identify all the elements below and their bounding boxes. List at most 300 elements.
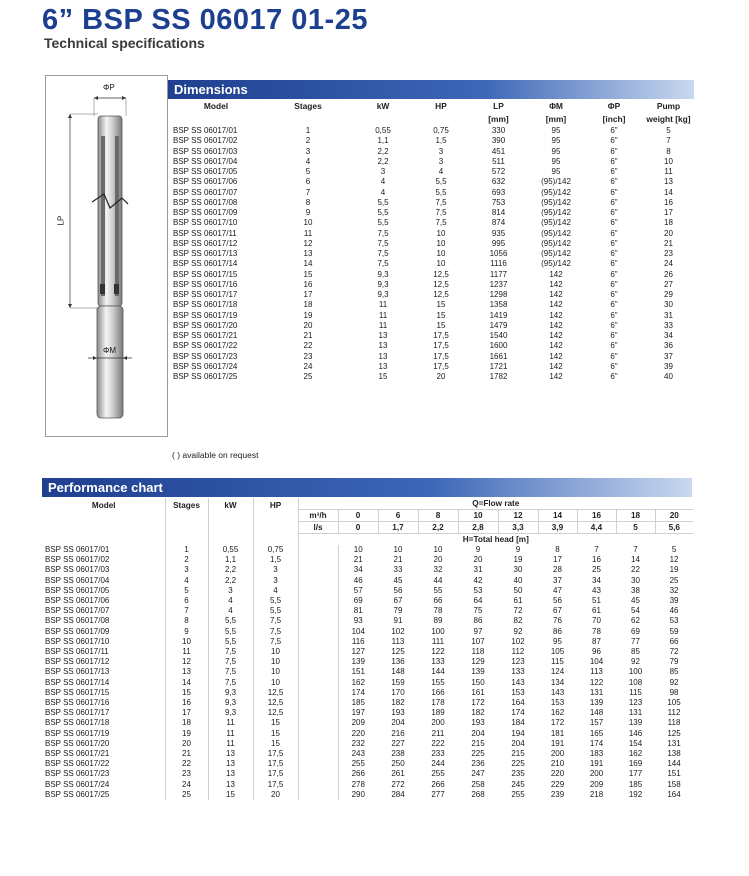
head-value-cell: 183 <box>589 749 604 759</box>
table-row <box>43 749 693 759</box>
table-row <box>43 596 693 606</box>
value-cell: 6" <box>610 249 618 258</box>
head-value-cell: 215 <box>511 749 525 759</box>
kw-cell: 2,2 <box>208 565 253 575</box>
hp-cell: 15 <box>253 729 298 739</box>
value-cell: 2 <box>305 136 311 146</box>
head-value-cell: 227 <box>391 738 405 748</box>
value-cell: 874 <box>491 218 506 228</box>
head-value-cell: 129 <box>471 657 485 667</box>
dim-col-unit: weight [kg] <box>646 113 691 124</box>
head-value-cell: 85 <box>669 667 679 677</box>
model-cell: BSP SS 06017/13 <box>45 667 110 677</box>
value-cell: 1 <box>305 126 311 135</box>
stages-cell: 2 <box>165 555 208 565</box>
value-cell: 7,5 <box>435 197 447 207</box>
hp-cell: 10 <box>253 667 298 677</box>
head-value-cell: 32 <box>433 565 443 575</box>
flow-m3h: 20 <box>655 510 693 522</box>
head-value-cell: 79 <box>393 606 403 616</box>
head-value-cell: 255 <box>511 789 525 799</box>
head-value-cell: 16 <box>592 555 601 565</box>
value-cell: (95)/142 <box>541 249 571 258</box>
model-cell: BSP SS 06017/07 <box>45 606 110 616</box>
head-value-cell: 30 <box>513 565 523 575</box>
unit-spacer-cell <box>298 718 338 728</box>
head-value-cell: 236 <box>471 759 485 769</box>
unit-spacer-cell <box>298 596 338 606</box>
value-cell: 24 <box>303 361 313 371</box>
model-cell: BSP SS 06017/22 <box>173 341 238 351</box>
value-cell: 37 <box>664 351 673 361</box>
stages-cell: 18 <box>165 718 208 728</box>
head-value-cell: 139 <box>589 698 604 708</box>
dim-col-name: LP <box>493 101 504 111</box>
hp-cell: 12,5 <box>253 698 298 708</box>
perf-head-spacer <box>43 534 165 546</box>
head-value-cell: 143 <box>550 687 565 697</box>
kw-cell: 7,5 <box>208 667 253 677</box>
head-value-cell: 100 <box>628 667 643 677</box>
head-value-cell: 116 <box>338 637 378 647</box>
model-cell: BSP SS 06017/20 <box>45 738 110 748</box>
value-cell: 7,5 <box>435 208 447 217</box>
perf-col-stages: Stages <box>165 498 208 534</box>
model-cell: BSP SS 06017/03 <box>45 565 110 575</box>
dim-col-name: Model <box>203 101 229 111</box>
perf-col-hp: HP <box>253 498 298 534</box>
head-value-cell: 14 <box>631 555 640 565</box>
value-cell: 693 <box>491 187 506 197</box>
head-value-cell: 92 <box>631 657 640 667</box>
dim-col-6 <box>585 100 643 126</box>
kw-cell: 13 <box>208 759 253 769</box>
table-row <box>170 198 694 208</box>
head-value-cell: 189 <box>431 708 445 718</box>
head-value-cell: 66 <box>433 596 443 606</box>
head-value-cell: 12 <box>669 555 679 565</box>
head-value-cell: 10 <box>338 545 378 555</box>
head-value-cell: 25 <box>669 575 679 585</box>
value-cell: 12,5 <box>433 269 449 279</box>
head-value-cell: 185 <box>338 698 378 708</box>
head-value-cell: 54 <box>631 606 640 616</box>
hp-cell: 17,5 <box>253 759 298 769</box>
head-value-cell: 98 <box>669 687 679 697</box>
head-value-cell: 266 <box>338 769 378 779</box>
hp-cell: 12,5 <box>253 688 298 698</box>
kw-cell: 2,2 <box>208 576 253 586</box>
value-cell: 1540 <box>489 331 508 340</box>
flow-m3h: 16 <box>577 510 616 522</box>
value-cell: 1721 <box>489 361 508 371</box>
unit-spacer-cell <box>298 667 338 677</box>
pump-illustration <box>46 76 169 438</box>
phim-label: ΦM <box>103 346 117 355</box>
table-row <box>43 606 693 616</box>
value-cell: 5,5 <box>377 218 389 228</box>
stages-cell: 6 <box>165 596 208 606</box>
kw-cell: 1,1 <box>208 555 253 565</box>
head-value-cell: 139 <box>471 667 485 677</box>
stages-cell: 8 <box>165 616 208 626</box>
head-value-cell: 194 <box>511 728 525 738</box>
head-value-cell: 118 <box>667 718 681 728</box>
head-value-cell: 210 <box>550 759 565 769</box>
unit-ls: l/s <box>298 522 338 534</box>
stages-cell: 4 <box>165 576 208 586</box>
value-cell: 753 <box>491 197 506 207</box>
value-cell: 632 <box>491 177 506 187</box>
head-value-cell: 86 <box>553 626 562 636</box>
value-cell: 13 <box>303 249 313 258</box>
flow-rate-title: Q=Flow rate <box>298 498 693 510</box>
flow-ls: 5,6 <box>655 522 693 534</box>
value-cell: 95 <box>551 146 561 156</box>
stages-cell: 1 <box>165 545 208 555</box>
hp-cell: 10 <box>253 678 298 688</box>
head-value-cell: 225 <box>471 749 485 759</box>
model-cell: BSP SS 06017/21 <box>173 331 238 340</box>
value-cell: 935 <box>491 228 506 238</box>
value-cell: 10 <box>436 249 446 258</box>
value-cell: 24 <box>664 259 673 269</box>
head-value-cell: 133 <box>511 667 525 677</box>
head-value-cell: 278 <box>338 780 378 790</box>
stages-cell: 21 <box>165 749 208 759</box>
head-value-cell: 197 <box>338 708 378 718</box>
head-value-cell: 31 <box>473 565 483 575</box>
model-cell: BSP SS 06017/19 <box>173 310 238 320</box>
hp-cell: 10 <box>253 657 298 667</box>
table-row <box>43 739 693 749</box>
head-value-cell: 229 <box>550 779 565 789</box>
unit-spacer-cell <box>298 739 338 749</box>
value-cell: 3 <box>438 156 444 166</box>
head-value-cell: 200 <box>431 718 445 728</box>
head-value-cell: 144 <box>667 759 681 769</box>
value-cell: 95 <box>551 167 561 176</box>
model-cell: BSP SS 06017/25 <box>173 372 238 381</box>
value-cell: 31 <box>664 310 673 320</box>
stages-cell: 10 <box>165 637 208 647</box>
flow-ls: 0 <box>338 522 378 534</box>
head-value-cell: 144 <box>431 667 445 677</box>
model-cell: BSP SS 06017/23 <box>45 769 110 779</box>
value-cell: 39 <box>664 361 673 371</box>
head-value-cell: 10 <box>433 545 443 554</box>
phip-label: ΦP <box>103 83 115 92</box>
head-value-cell: 112 <box>511 647 525 657</box>
head-value-cell: 95 <box>553 636 562 646</box>
value-cell: 1479 <box>489 320 508 330</box>
head-value-cell: 64 <box>473 596 483 606</box>
flow-m3h: 12 <box>498 510 538 522</box>
table-row <box>43 627 693 637</box>
value-cell: 9,3 <box>377 279 389 289</box>
head-value-cell: 284 <box>391 789 405 799</box>
head-value-cell: 127 <box>338 647 378 657</box>
head-value-cell: 61 <box>592 606 601 616</box>
dimensions-table <box>170 100 694 382</box>
head-value-cell: 122 <box>431 647 445 657</box>
head-value-cell: 91 <box>393 616 403 626</box>
table-row <box>170 270 694 280</box>
head-value-cell: 61 <box>513 596 523 606</box>
performance-body <box>43 545 693 800</box>
value-cell: 330 <box>491 126 506 135</box>
head-value-cell: 37 <box>553 575 562 585</box>
model-cell: BSP SS 06017/01 <box>173 126 238 135</box>
value-cell: 7,5 <box>377 228 389 238</box>
value-cell: 142 <box>549 341 563 351</box>
head-value-cell: 164 <box>511 698 525 708</box>
value-cell: 142 <box>549 269 563 279</box>
table-row <box>170 300 694 310</box>
head-value-cell: 70 <box>592 616 601 626</box>
kw-cell: 9,3 <box>208 708 253 718</box>
value-cell: 1600 <box>489 341 508 351</box>
table-row <box>43 576 693 586</box>
table-row <box>170 321 694 331</box>
head-value-cell: 235 <box>511 769 525 779</box>
head-value-cell: 66 <box>669 636 679 646</box>
head-value-cell: 96 <box>592 647 601 657</box>
table-row <box>170 218 694 228</box>
head-value-cell: 79 <box>669 657 679 667</box>
value-cell: 12,5 <box>433 290 449 299</box>
unit-spacer-cell <box>298 657 338 667</box>
kw-cell: 15 <box>208 790 253 800</box>
value-cell: 0,55 <box>375 126 391 135</box>
head-value-cell: 8 <box>555 545 560 554</box>
value-cell: 10 <box>436 228 446 238</box>
head-value-cell: 5 <box>671 545 677 554</box>
model-cell: BSP SS 06017/11 <box>45 647 109 657</box>
head-value-cell: 238 <box>391 749 405 759</box>
head-value-cell: 277 <box>431 789 445 799</box>
value-cell: 142 <box>549 320 563 330</box>
head-value-cell: 62 <box>631 616 640 626</box>
table-row <box>43 657 693 667</box>
model-cell: BSP SS 06017/18 <box>45 718 110 728</box>
table-row <box>43 729 693 739</box>
head-value-cell: 43 <box>592 585 601 595</box>
dim-col-unit: [mm] <box>488 113 509 124</box>
flow-m3h: 6 <box>378 510 418 522</box>
head-value-cell: 47 <box>553 585 562 595</box>
value-cell: 20 <box>436 372 446 381</box>
table-row <box>43 637 693 647</box>
model-cell: BSP SS 06017/08 <box>173 197 238 207</box>
flow-ls: 2,8 <box>458 522 498 534</box>
head-value-cell: 158 <box>667 779 681 789</box>
head-value-cell: 85 <box>631 647 640 657</box>
value-cell: 1,1 <box>377 136 389 146</box>
value-cell: 11 <box>378 300 388 310</box>
head-value-cell: 155 <box>431 677 445 687</box>
value-cell: 15 <box>303 269 313 279</box>
value-cell: 6" <box>610 197 618 207</box>
value-cell: 6" <box>610 320 618 330</box>
model-cell: BSP SS 06017/23 <box>173 351 238 361</box>
head-value-cell: 245 <box>511 779 525 789</box>
head-value-cell: 115 <box>629 687 642 697</box>
head-value-cell: 159 <box>391 677 405 687</box>
value-cell: 451 <box>491 146 506 156</box>
head-value-cell: 92 <box>669 677 679 687</box>
head-value-cell: 53 <box>669 616 679 626</box>
value-cell: 4 <box>380 187 386 197</box>
head-value-cell: 165 <box>589 728 604 738</box>
dim-col-unit: [inch] <box>602 113 626 124</box>
unit-spacer-cell <box>298 576 338 586</box>
flow-m3h: 8 <box>418 510 458 522</box>
stages-cell: 24 <box>165 780 208 790</box>
kw-cell: 4 <box>208 596 253 606</box>
perf-head-spacer <box>253 534 298 546</box>
dimensions-body <box>170 126 694 382</box>
head-value-cell: 153 <box>511 687 525 697</box>
head-value-cell: 162 <box>338 678 378 688</box>
value-cell: 6" <box>610 259 618 269</box>
page-subtitle: Technical specifications <box>44 35 205 51</box>
head-value-cell: 46 <box>338 576 378 586</box>
table-row <box>170 280 694 290</box>
kw-cell: 0,55 <box>208 545 253 555</box>
value-cell: 6" <box>610 361 618 371</box>
head-value-cell: 9 <box>475 545 481 554</box>
head-value-cell: 192 <box>628 789 643 799</box>
dim-col-2 <box>354 100 412 126</box>
hp-cell: 17,5 <box>253 749 298 759</box>
unit-spacer-cell <box>298 749 338 759</box>
flow-m3h: 14 <box>538 510 577 522</box>
head-value-cell: 122 <box>589 677 604 687</box>
table-row <box>170 290 694 300</box>
unit-spacer-cell <box>298 678 338 688</box>
kw-cell: 11 <box>208 739 253 749</box>
hp-cell: 5,5 <box>253 596 298 606</box>
value-cell: 29 <box>664 290 673 299</box>
model-cell: BSP SS 06017/02 <box>173 136 238 146</box>
head-value-cell: 104 <box>589 657 604 667</box>
head-value-cell: 211 <box>431 728 445 738</box>
head-value-cell: 131 <box>589 687 604 697</box>
head-value-cell: 151 <box>667 769 681 779</box>
head-value-cell: 123 <box>628 698 643 708</box>
head-value-cell: 146 <box>628 728 643 738</box>
value-cell: 9,3 <box>377 290 389 299</box>
value-cell: 572 <box>491 167 506 176</box>
value-cell: 1237 <box>489 279 508 289</box>
value-cell: 6" <box>610 372 618 381</box>
table-row <box>170 259 694 269</box>
value-cell: (95)/142 <box>541 197 571 207</box>
value-cell: 814 <box>491 208 506 217</box>
value-cell: 10 <box>303 218 313 228</box>
hp-cell: 15 <box>253 739 298 749</box>
flow-ls: 5 <box>616 522 655 534</box>
unit-spacer-cell <box>298 647 338 657</box>
head-value-cell: 218 <box>589 789 604 799</box>
head-value-cell: 97 <box>473 626 483 636</box>
kw-cell: 5,5 <box>208 637 253 647</box>
dim-col-5 <box>527 100 585 126</box>
kw-cell: 9,3 <box>208 688 253 698</box>
model-cell: BSP SS 06017/14 <box>45 677 110 687</box>
value-cell: 11 <box>378 320 388 330</box>
model-cell: BSP SS 06017/05 <box>173 167 238 176</box>
table-row <box>170 372 694 382</box>
value-cell: 6" <box>610 167 618 176</box>
value-cell: 511 <box>492 156 505 166</box>
value-cell: 142 <box>549 372 563 381</box>
table-row <box>43 769 693 779</box>
head-value-cell: 164 <box>667 789 681 799</box>
value-cell: 15 <box>436 300 446 310</box>
head-value-cell: 81 <box>338 606 378 616</box>
value-cell: 3 <box>380 167 386 176</box>
stages-cell: 7 <box>165 606 208 616</box>
unit-spacer-cell <box>298 555 338 565</box>
head-value-cell: 193 <box>471 718 485 728</box>
model-cell: BSP SS 06017/24 <box>45 779 110 789</box>
value-cell: (95)/142 <box>541 218 571 228</box>
head-value-cell: 220 <box>550 769 565 779</box>
model-cell: BSP SS 06017/14 <box>173 259 238 269</box>
head-value-cell: 200 <box>589 769 604 779</box>
perf-head-spacer <box>208 534 253 546</box>
head-value-cell: 72 <box>669 647 679 657</box>
head-value-cell: 162 <box>628 749 643 759</box>
head-value-cell: 161 <box>471 687 485 697</box>
head-value-cell: 209 <box>338 718 378 728</box>
unit-spacer-cell <box>298 698 338 708</box>
head-value-cell: 19 <box>513 555 523 565</box>
value-cell: 15 <box>378 372 388 381</box>
value-cell: 1298 <box>489 290 508 299</box>
dim-col-3 <box>412 100 470 126</box>
model-cell: BSP SS 06017/17 <box>45 708 110 718</box>
perf-col-kw: kW <box>208 498 253 534</box>
stages-cell: 19 <box>165 729 208 739</box>
table-row <box>43 555 693 565</box>
head-value-cell: 261 <box>391 769 405 779</box>
value-cell: 142 <box>549 361 563 371</box>
kw-cell: 7,5 <box>208 647 253 657</box>
head-value-cell: 182 <box>391 698 405 708</box>
model-cell: BSP SS 06017/09 <box>45 626 110 636</box>
head-value-cell: 113 <box>391 636 405 646</box>
head-value-cell: 30 <box>631 575 640 585</box>
value-cell: 142 <box>549 310 563 320</box>
head-value-cell: 181 <box>550 728 565 738</box>
kw-cell: 7,5 <box>208 678 253 688</box>
value-cell: 20 <box>303 320 313 330</box>
table-row <box>170 311 694 321</box>
head-value-cell: 123 <box>511 657 525 667</box>
model-cell: BSP SS 06017/16 <box>45 698 110 708</box>
head-value-cell: 125 <box>667 728 681 738</box>
head-value-cell: 56 <box>393 585 403 595</box>
value-cell: 6" <box>610 310 618 320</box>
value-cell: 3 <box>305 146 311 156</box>
value-cell: 13 <box>378 361 388 371</box>
model-cell: BSP SS 06017/03 <box>173 146 238 156</box>
kw-cell: 9,3 <box>208 698 253 708</box>
table-row <box>170 239 694 249</box>
